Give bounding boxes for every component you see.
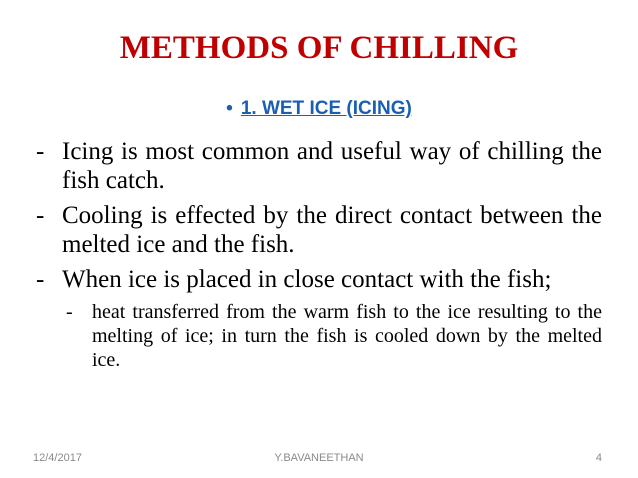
list-item-text: Icing is most common and useful way of chilling the fish catch.	[62, 138, 602, 194]
dash-marker: -	[36, 138, 45, 165]
bullet-icon: •	[226, 98, 233, 119]
dash-marker: -	[36, 202, 45, 229]
footer-author: Y.BAVANEETHAN	[274, 452, 364, 464]
subtitle-text: 1. WET ICE (ICING)	[240, 98, 412, 119]
slide-body	[36, 137, 602, 372]
list-item	[36, 201, 602, 259]
list-item	[36, 137, 602, 195]
slide-title: METHODS OF CHILLING	[119, 30, 519, 66]
footer-date: 12/4/2017	[33, 452, 82, 464]
dash-marker: -	[36, 266, 45, 293]
list-item-text: When ice is placed in close contact with the fish;	[62, 266, 552, 293]
footer-page-number: 4	[595, 452, 602, 464]
list-item-text: Cooling is effected by the direct contact between the melted ice and the fish.	[62, 202, 602, 258]
sub-list-item-text: heat transferred from the warm fish to the ice resulting to the melting of ice; in turn the fish is cooled down by the melted ice.	[92, 301, 602, 371]
dash-marker: -	[66, 301, 73, 323]
sub-list-item	[66, 300, 602, 372]
slide-subtitle	[0, 96, 638, 122]
list-item	[36, 265, 602, 294]
